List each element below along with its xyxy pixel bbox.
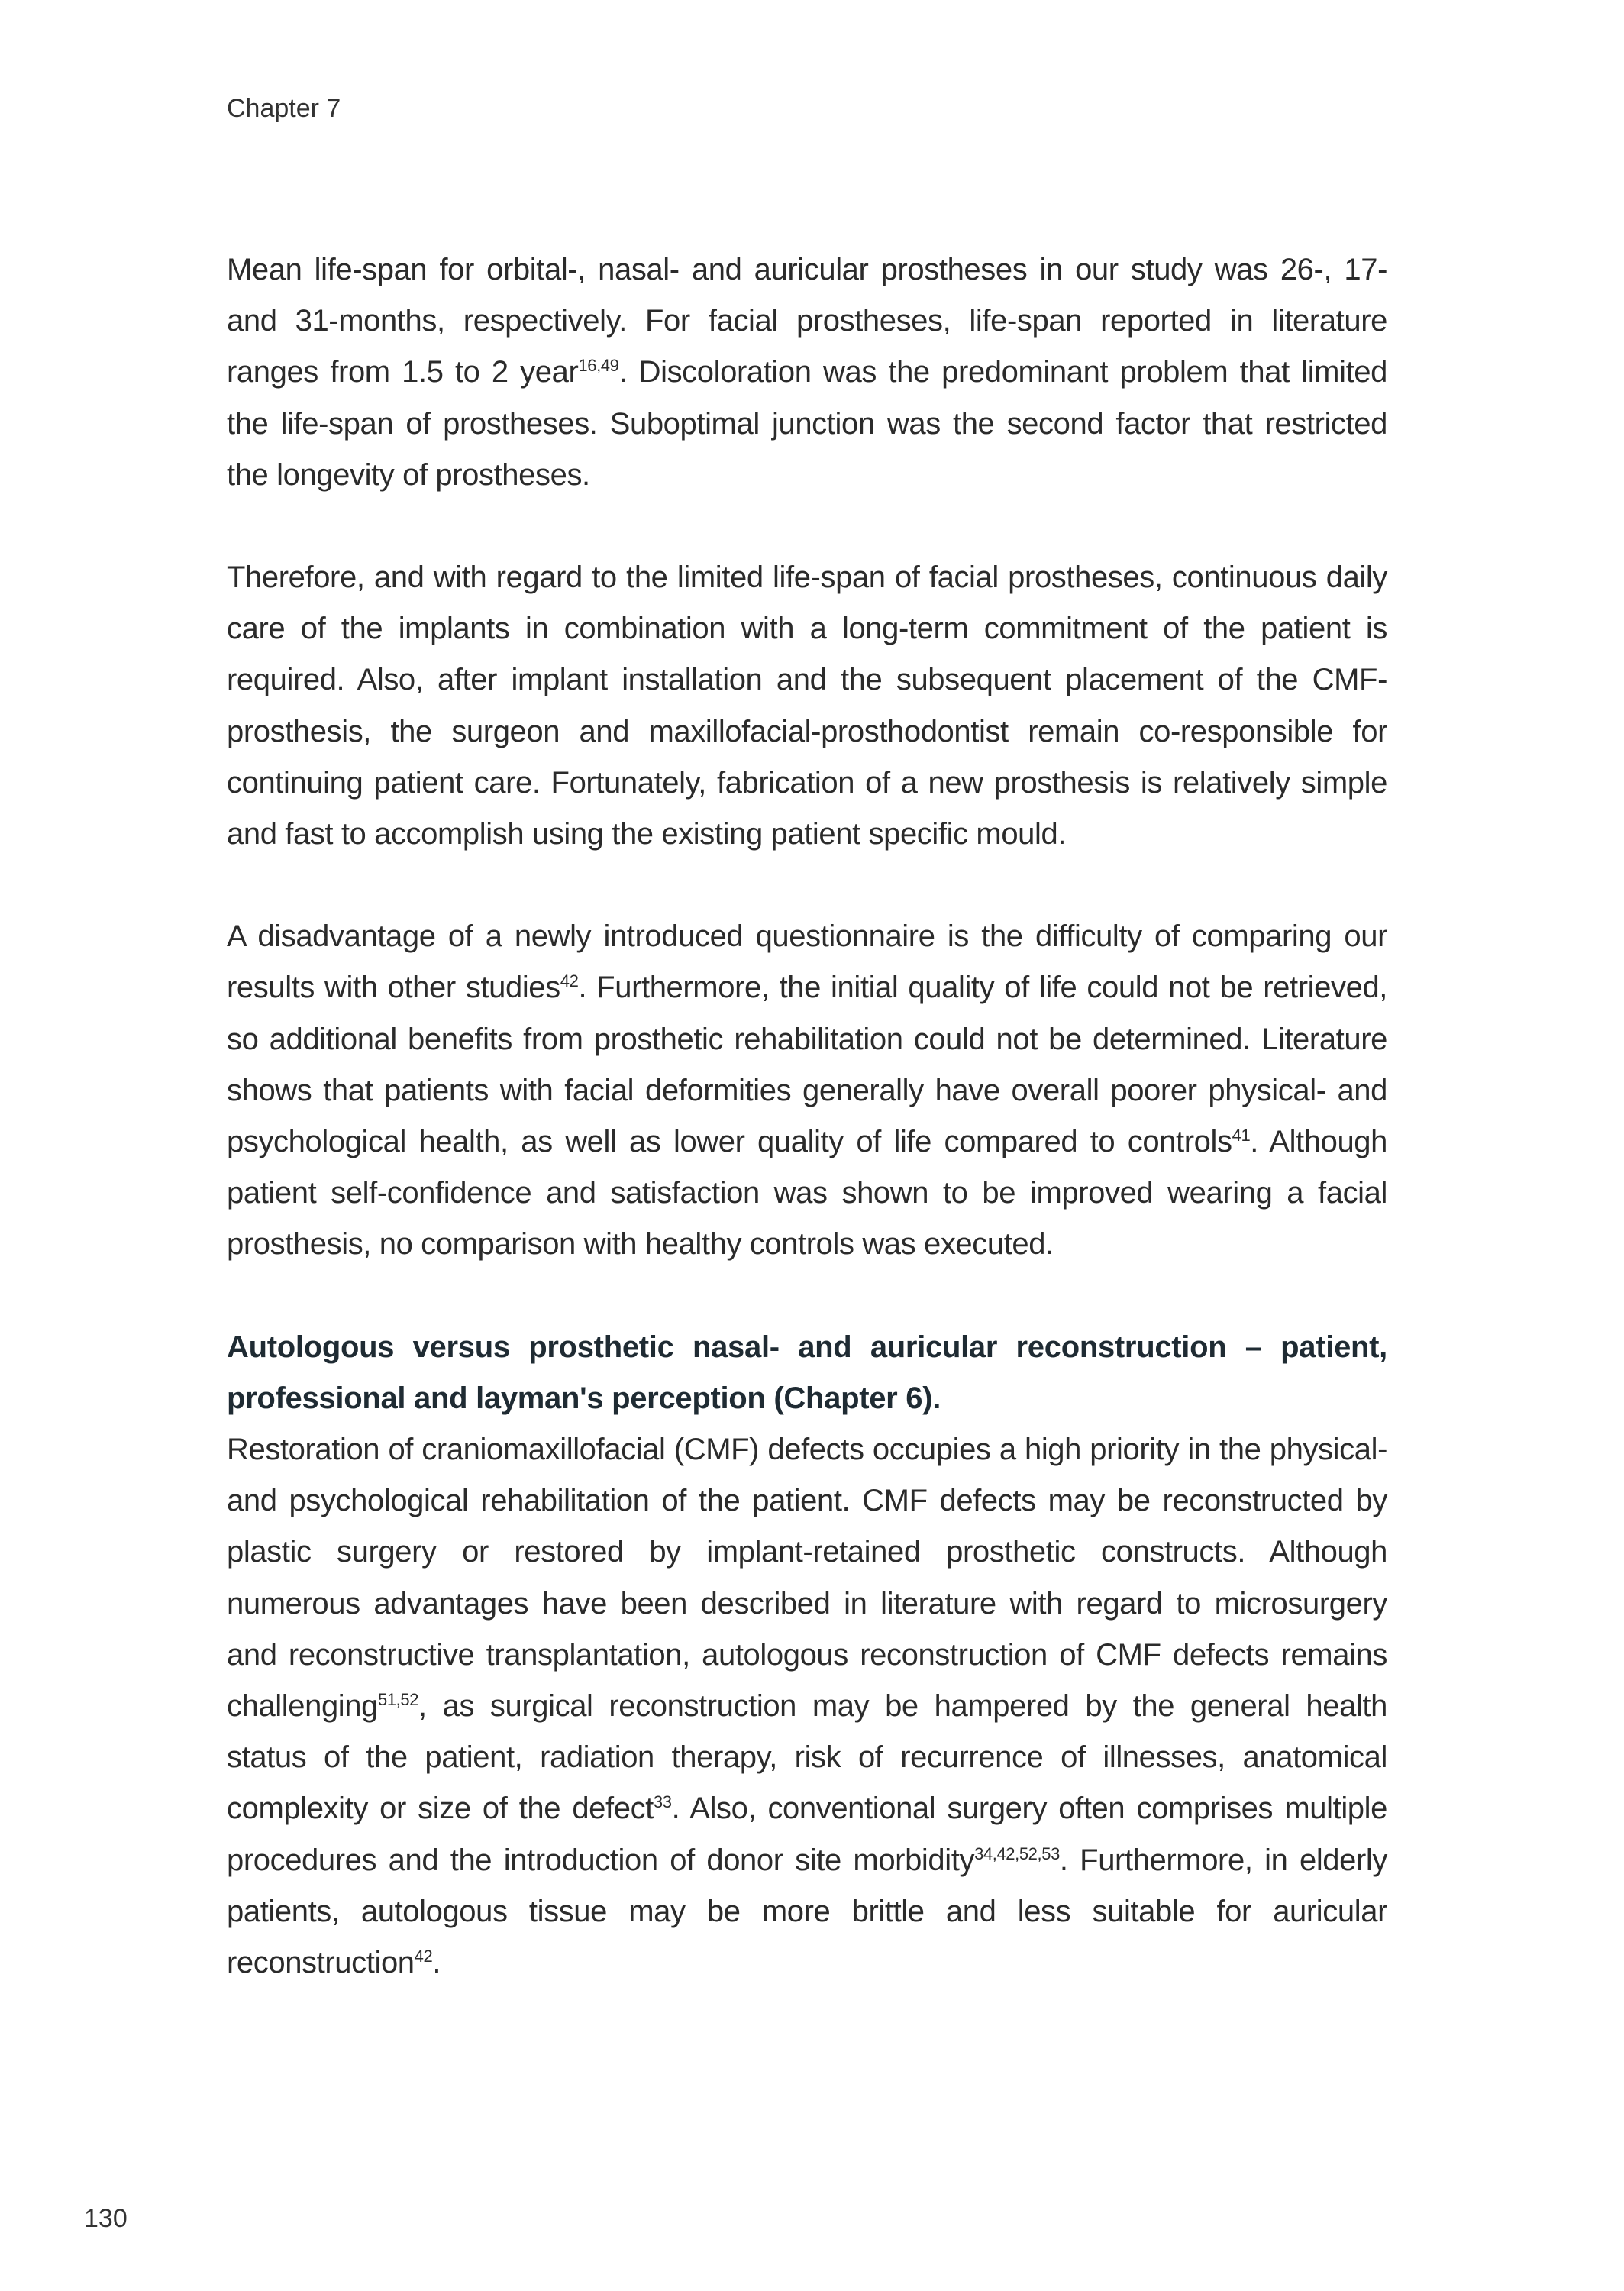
- paragraph-text: . Furthermore, the initial quality of life could not be retrieved, so additional benefits from prosthetic rehabilitation could not be determined. Literature shows that patients with facial deformities generally have overall poorer physical- and psychological health, as well as lower quality of life compared to controls: [227, 971, 1388, 1159]
- citation-reference: 41: [1232, 1126, 1251, 1146]
- citation-reference: 34,42,52,53: [974, 1843, 1060, 1863]
- paragraph-daily-care: [227, 552, 1387, 860]
- paragraph-text: . Also, conventional surgery often comprises multiple procedures and the introduction of donor site morbidity: [227, 1792, 1387, 1877]
- paragraph-text: , as surgical reconstruction may be hampered by the general health status of the patient, radiation therapy, risk of recurrence of illnesses, anatomical complexity or size of the defect: [227, 1689, 1387, 1826]
- paragraph-questionnaire-limitation: [227, 911, 1387, 1270]
- paragraph-text: Therefore, and with regard to the limited life-span of facial prostheses, continuous daily care of the implants in combination with a long-term commitment of the patient is required. Also, after implant installation and the subsequent placement of the CMF-prosthesis, the surgeon and maxillofacial-prosthodontist remain co-responsible for continuing patient care. Fortunately, fabrication of a new prosthesis is relatively simple and fast to accomplish using the existing patient specific mould.: [227, 561, 1387, 851]
- paragraph-text: A disadvantage of a newly introduced questionnaire is the difficulty of comparing our results with other studies: [227, 919, 1387, 1005]
- citation-reference: 42: [414, 1947, 433, 1966]
- section-heading: Autologous versus prosthetic nasal- and auricular reconstruction – patient, professional and layman's perception (Chapter 6).: [227, 1330, 1387, 1415]
- paragraph-prosthesis-lifespan: [227, 244, 1387, 501]
- paragraph-text: . Discoloration was the predominant problem that limited the life-span of prostheses. Suboptimal junction was the second factor that restricted the longevity of prostheses.: [227, 355, 1387, 492]
- citation-reference: 51,52: [377, 1690, 419, 1710]
- paragraph-text: . Furthermore, in elderly patients, autologous tissue may be more brittle and less suitable for auricular reconstruction: [227, 1843, 1387, 1980]
- citation-reference: 42: [560, 971, 579, 991]
- citation-reference: 33: [653, 1792, 672, 1812]
- paragraph-text: Mean life-span for orbital-, nasal- and auricular prostheses in our study was 26-, 17- and 31-months, respectively. For facial prostheses, life-span reported in literature ranges from 1.5 to 2 year: [227, 253, 1387, 389]
- running-header-chapter: Chapter 7: [227, 94, 341, 123]
- body-text: [227, 244, 1387, 1989]
- paragraph-text: .: [432, 1946, 441, 1980]
- paragraph-text: Restoration of craniomaxillofacial (CMF) defects occupies a high priority in the physical- and psychological rehabilitation of the patient. CMF defects may be reconstructed by plastic surgery or restored by implant-retained prosthetic constructs. Although numerous advantages have been described in literature with regard to microsurgery and reconstructive transplantation, autologous reconstruction of CMF defects remains challenging: [227, 1433, 1387, 1724]
- paragraph-cmf-restoration: [227, 1424, 1387, 1989]
- citation-reference: 16,49: [578, 356, 619, 376]
- page-number: 130: [84, 2204, 128, 2233]
- paragraph-text: . Although patient self-confidence and satisfaction was shown to be improved wearing a facial prosthesis, no comparison with healthy controls was executed.: [227, 1125, 1388, 1262]
